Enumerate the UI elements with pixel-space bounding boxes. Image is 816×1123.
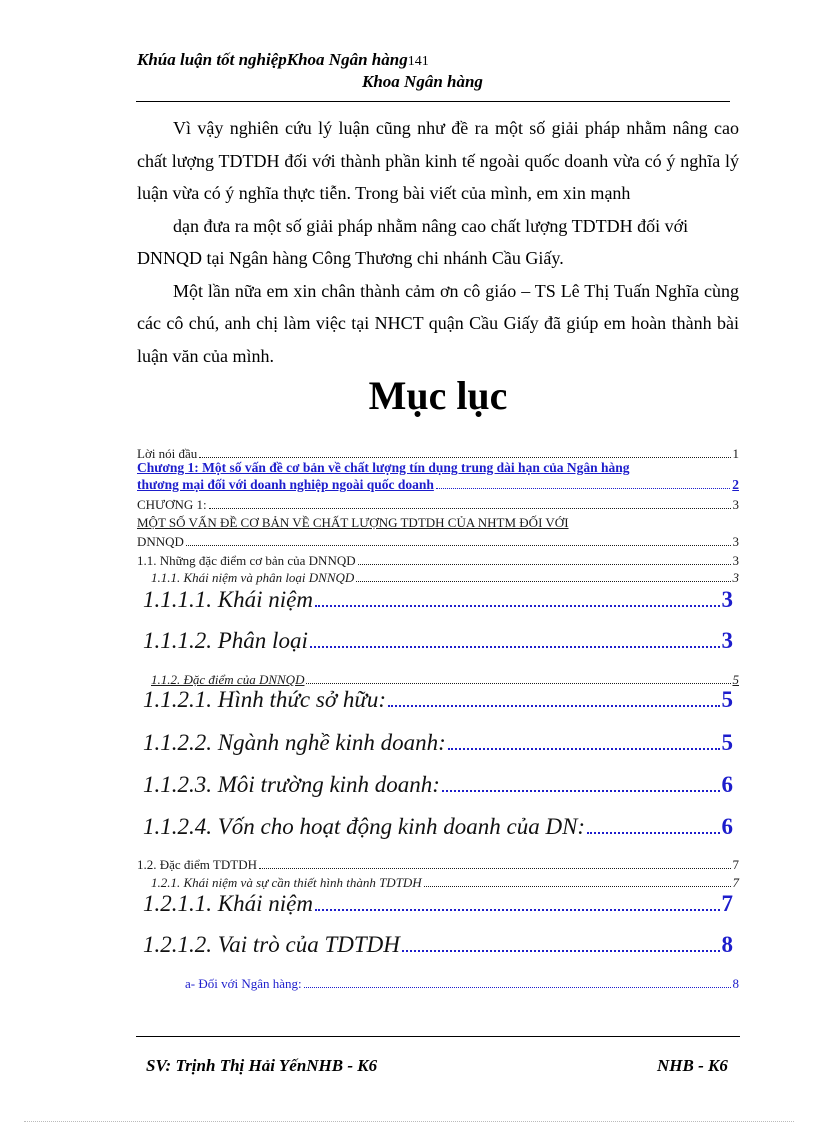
toc-entry-page: 3 xyxy=(732,497,739,512)
toc-entry-page: 3 xyxy=(732,534,739,549)
toc-entry-text: thương mại đối với doanh nghiệp ngoài quốc doanh xyxy=(137,477,434,492)
toc-entry-page: 7 xyxy=(732,875,739,890)
toc-entry-text: DNNQD xyxy=(137,534,184,549)
toc-entry-page: 8 xyxy=(721,932,733,957)
toc-entry-1-1-2-3[interactable] xyxy=(137,772,733,798)
toc-dot-leader xyxy=(209,498,731,509)
toc-entry-text: Chương 1: Một số vấn đề cơ bản về chất lượng tín dụng trung dài hạn của Ngân hàng xyxy=(137,460,630,475)
header-page-number: 141 xyxy=(407,54,429,69)
paragraph-2b: DNNQD tại Ngân hàng Công Thương chi nhánh Cầu Giấy. xyxy=(137,248,564,268)
toc-entry-page: 3 xyxy=(732,553,739,568)
toc-entry-text: 1.1.2.1. Hình thức sở hữu: xyxy=(143,687,387,712)
header-subtitle: Khoa Ngân hàng xyxy=(362,72,483,91)
toc-dot-leader xyxy=(587,815,719,834)
footer-divider xyxy=(136,1036,740,1037)
body-paragraphs xyxy=(137,112,739,372)
toc-entry-page: 7 xyxy=(732,857,739,872)
header-title-text: Khúa luận tốt nghiệpKhoa Ngân hàng xyxy=(137,50,408,69)
toc-entry-chapter1-title-line2[interactable] xyxy=(137,534,739,550)
toc-entry-text: 1.1.2.2. Ngành nghề kinh doanh: xyxy=(143,730,446,755)
toc-entry-page: 5 xyxy=(732,672,739,687)
toc-entry-text: a- Đối với Ngân hàng: xyxy=(185,976,302,991)
toc-entry-text: 1.1.1.2. Phân loại xyxy=(143,628,308,653)
toc-entry-page: 3 xyxy=(721,587,733,612)
toc-entry-1-1-1-2[interactable] xyxy=(137,628,733,654)
toc-entry-1-2-1-1[interactable] xyxy=(137,891,733,917)
toc-entry-1-1-1[interactable] xyxy=(137,570,739,586)
toc-entry-page: 6 xyxy=(721,772,733,797)
toc-entry-text: 1.2.1.1. Khái niệm xyxy=(143,891,313,916)
toc-title: Mục lục xyxy=(368,373,508,418)
toc-entry-1-1-2-4[interactable] xyxy=(137,814,733,840)
toc-entry-1-1[interactable] xyxy=(137,553,739,569)
toc-entry-page: 1 xyxy=(732,446,739,461)
toc-entry-chapter1-link-line2[interactable] xyxy=(137,477,739,493)
toc-entry-1-1-2-1[interactable] xyxy=(137,687,733,713)
paragraph-2a: dạn đưa ra một số giải pháp nhằm nâng cao chất lượng TDTDH đối với xyxy=(173,215,689,236)
toc-entry-page: 3 xyxy=(732,570,739,585)
toc-entry-page: 8 xyxy=(732,976,739,991)
toc-entry-text: 1.1. Những đặc điểm cơ bản của DNNQD xyxy=(137,553,356,568)
toc-dot-leader xyxy=(356,571,730,582)
paragraph-3: Một lần nữa em xin chân thành cảm ơn cô giáo – TS Lê Thị Tuấn Nghĩa cùng các cô chú, anh chị làm việc tại NHCT quận Cầu Giấy đã giúp em hoàn thành bài luận văn của mình. xyxy=(137,280,739,366)
toc-entry-page: 7 xyxy=(721,891,733,916)
toc-dot-leader xyxy=(442,773,720,792)
toc-entry-1-2[interactable] xyxy=(137,857,739,873)
toc-entry-text: 1.2.1. Khái niệm và sự cần thiết hình thành TDTDH xyxy=(151,875,422,890)
toc-entry-text: 1.2.1.2. Vai trò của TDTDH xyxy=(143,932,400,957)
toc-entry-page: 2 xyxy=(732,477,739,492)
toc-dot-leader xyxy=(315,892,720,911)
toc-entry-1-1-2-2[interactable] xyxy=(137,730,733,756)
header-divider xyxy=(136,101,730,102)
toc-dot-leader xyxy=(424,876,731,887)
toc-dot-leader xyxy=(259,858,731,869)
toc-entry-text: Lời nói đầu xyxy=(137,446,198,461)
toc-entry-1-1-2[interactable] xyxy=(137,672,739,688)
page-edge xyxy=(24,1121,794,1122)
toc-dot-leader xyxy=(402,933,720,952)
toc-entry-chapter1-title-line1[interactable] xyxy=(137,515,739,531)
toc-entry-1-1-1-1[interactable] xyxy=(137,587,733,613)
toc-entry-text: 1.1.2. Đặc điểm của DNNQD xyxy=(151,672,305,687)
toc-dot-leader xyxy=(436,478,730,489)
toc-entry-text: MỘT SỐ VẤN ĐỀ CƠ BẢN VỀ CHẤT LƯỢNG TDTDH CỦA NHTM ĐỐI VỚI xyxy=(137,515,569,530)
toc-dot-leader xyxy=(306,673,730,684)
header-title xyxy=(137,50,429,70)
toc-entry-page: 3 xyxy=(721,628,733,653)
toc-entry-1-2-1-2[interactable] xyxy=(137,932,733,958)
toc-entry-page: 5 xyxy=(721,730,733,755)
toc-entry-text: 1.1.2.4. Vốn cho hoạt động kinh doanh của DN: xyxy=(143,814,586,839)
toc-entry-chapter1-link-line1[interactable] xyxy=(137,460,739,476)
toc-entry-page: 5 xyxy=(721,687,733,712)
toc-dot-leader xyxy=(448,731,720,750)
footer-author: SV: Trịnh Thị Hải YếnNHB - K6 xyxy=(146,1056,378,1075)
toc-entry-1-2-1[interactable] xyxy=(137,875,739,891)
toc-dot-leader xyxy=(358,554,731,565)
toc-dot-leader xyxy=(310,629,720,648)
toc-entry-text: 1.1.2.3. Môi trường kinh doanh: xyxy=(143,772,440,797)
toc-entry-a[interactable] xyxy=(137,976,739,992)
toc-entry-page: 6 xyxy=(721,814,733,839)
toc-dot-leader xyxy=(315,588,720,607)
toc-dot-leader xyxy=(304,977,731,988)
toc-entry-chapter1[interactable] xyxy=(137,497,739,513)
toc-entry-text: CHƯƠNG 1: xyxy=(137,497,207,512)
toc-entry-text: 1.1.1. Khái niệm và phân loại DNNQD xyxy=(151,570,355,585)
toc-entry-text: 1.1.1.1. Khái niệm xyxy=(143,587,313,612)
toc-dot-leader xyxy=(199,447,730,458)
footer-class: NHB - K6 xyxy=(657,1056,728,1075)
toc-entry-text: 1.2. Đặc điểm TDTDH xyxy=(137,857,257,872)
toc-dot-leader xyxy=(388,688,719,707)
toc-dot-leader xyxy=(186,535,731,546)
paragraph-1: Vì vậy nghiên cứu lý luận cũng như đề ra một số giải pháp nhằm nâng cao chất lượng TDTDH đối với thành phần kinh tế ngoài quốc doanh vừa có ý nghĩa lý luận vừa có ý nghĩa thực tiễn. Trong bài viết của mình, em xin mạnh xyxy=(137,118,739,203)
